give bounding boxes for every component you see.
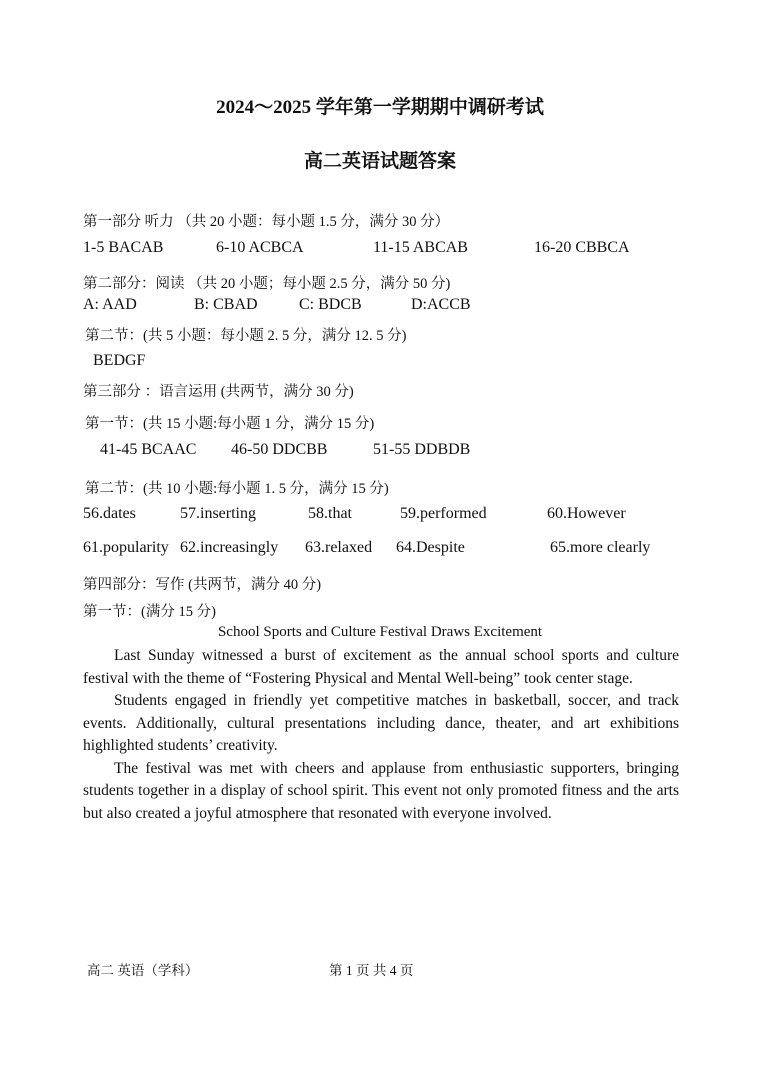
part1-heading: 第一部分 听力 （共 20 小题：每小题 1.5 分，满分 30 分） bbox=[83, 214, 450, 230]
part2-answer: A: AAD bbox=[83, 296, 137, 313]
footer-page-number: 第 1 页 共 4 页 bbox=[329, 963, 414, 978]
part3-section2-answer: 58.that bbox=[308, 505, 352, 522]
part3-section1-heading: 第一节：(共 15 小题:每小题 1 分，满分 15 分) bbox=[85, 416, 375, 432]
part3-section2-answer: 57.inserting bbox=[180, 505, 256, 522]
part3-section2-answer: 61.popularity bbox=[83, 539, 169, 556]
essay-paragraph: Last Sunday witnessed a burst of excitement as the annual school sports and culture festival with the theme of “Fostering Physical and Mental Well-being” took center stage. bbox=[83, 647, 679, 687]
part2-answer: C: BDCB bbox=[299, 296, 362, 313]
essay-body bbox=[83, 645, 679, 825]
essay-title: School Sports and Culture Festival Draws Excitement bbox=[217, 624, 543, 640]
part2-answer: B: CBAD bbox=[194, 296, 258, 313]
part2-heading: 第二部分：阅读 （共 20 小题；每小题 2.5 分，满分 50 分) bbox=[83, 276, 451, 292]
document-title: 2024～2025 学年第一学期期中调研考试 bbox=[216, 97, 544, 118]
part3-section1-answer: 41-45 BCAAC bbox=[100, 441, 197, 458]
part3-section2-answer: 65.more clearly bbox=[550, 539, 651, 556]
footer-subject: 高二 英语（学科） bbox=[87, 963, 199, 978]
part2-section2-heading: 第二节：(共 5 小题：每小题 2. 5 分，满分 12. 5 分) bbox=[85, 328, 407, 344]
essay-paragraph: The festival was met with cheers and applause from enthusiastic supporters, bringing students together in a display of school spirit. This event not only promoted fitness and the arts but also created a joyful atmosphere that resonated with everyone involved. bbox=[83, 759, 679, 822]
part1-answer: 11-15 ABCAB bbox=[373, 239, 468, 256]
part4-heading: 第四部分：写作 (共两节，满分 40 分) bbox=[83, 577, 322, 593]
part3-section2-answer: 63.relaxed bbox=[305, 539, 373, 556]
part3-section2-answer: 64.Despite bbox=[396, 539, 465, 556]
document-subtitle: 高二英语试题答案 bbox=[303, 151, 456, 172]
part3-section2-answer: 62.increasingly bbox=[180, 539, 279, 556]
part3-section1-answer: 51-55 DDBDB bbox=[373, 441, 471, 458]
part1-answer: 1-5 BACAB bbox=[83, 239, 164, 256]
part2-answer: D:ACCB bbox=[411, 296, 471, 313]
part3-section1-answer: 46-50 DDCBB bbox=[231, 441, 328, 458]
part3-section2-answer: 60.However bbox=[547, 505, 626, 522]
part1-answer: 6-10 ACBCA bbox=[216, 239, 304, 256]
part3-section2-answer: 56.dates bbox=[83, 505, 136, 522]
essay-paragraph: Students engaged in friendly yet competitive matches in basketball, soccer, and track events. Additionally, cultural presentations including dance, theater, and art exhibitions highlighted students’ creativity. bbox=[83, 692, 679, 754]
part1-answer: 16-20 CBBCA bbox=[534, 239, 630, 256]
part3-section2-answer: 59.performed bbox=[400, 505, 487, 522]
part2-section2-answer: BEDGF bbox=[93, 352, 146, 369]
part4-section1-heading: 第一节：(满分 15 分) bbox=[83, 604, 216, 620]
part3-heading: 第三部分 ：语言运用 (共两节，满分 30 分) bbox=[83, 384, 354, 400]
part3-section2-heading: 第二节：(共 10 小题:每小题 1. 5 分，满分 15 分) bbox=[85, 481, 389, 497]
